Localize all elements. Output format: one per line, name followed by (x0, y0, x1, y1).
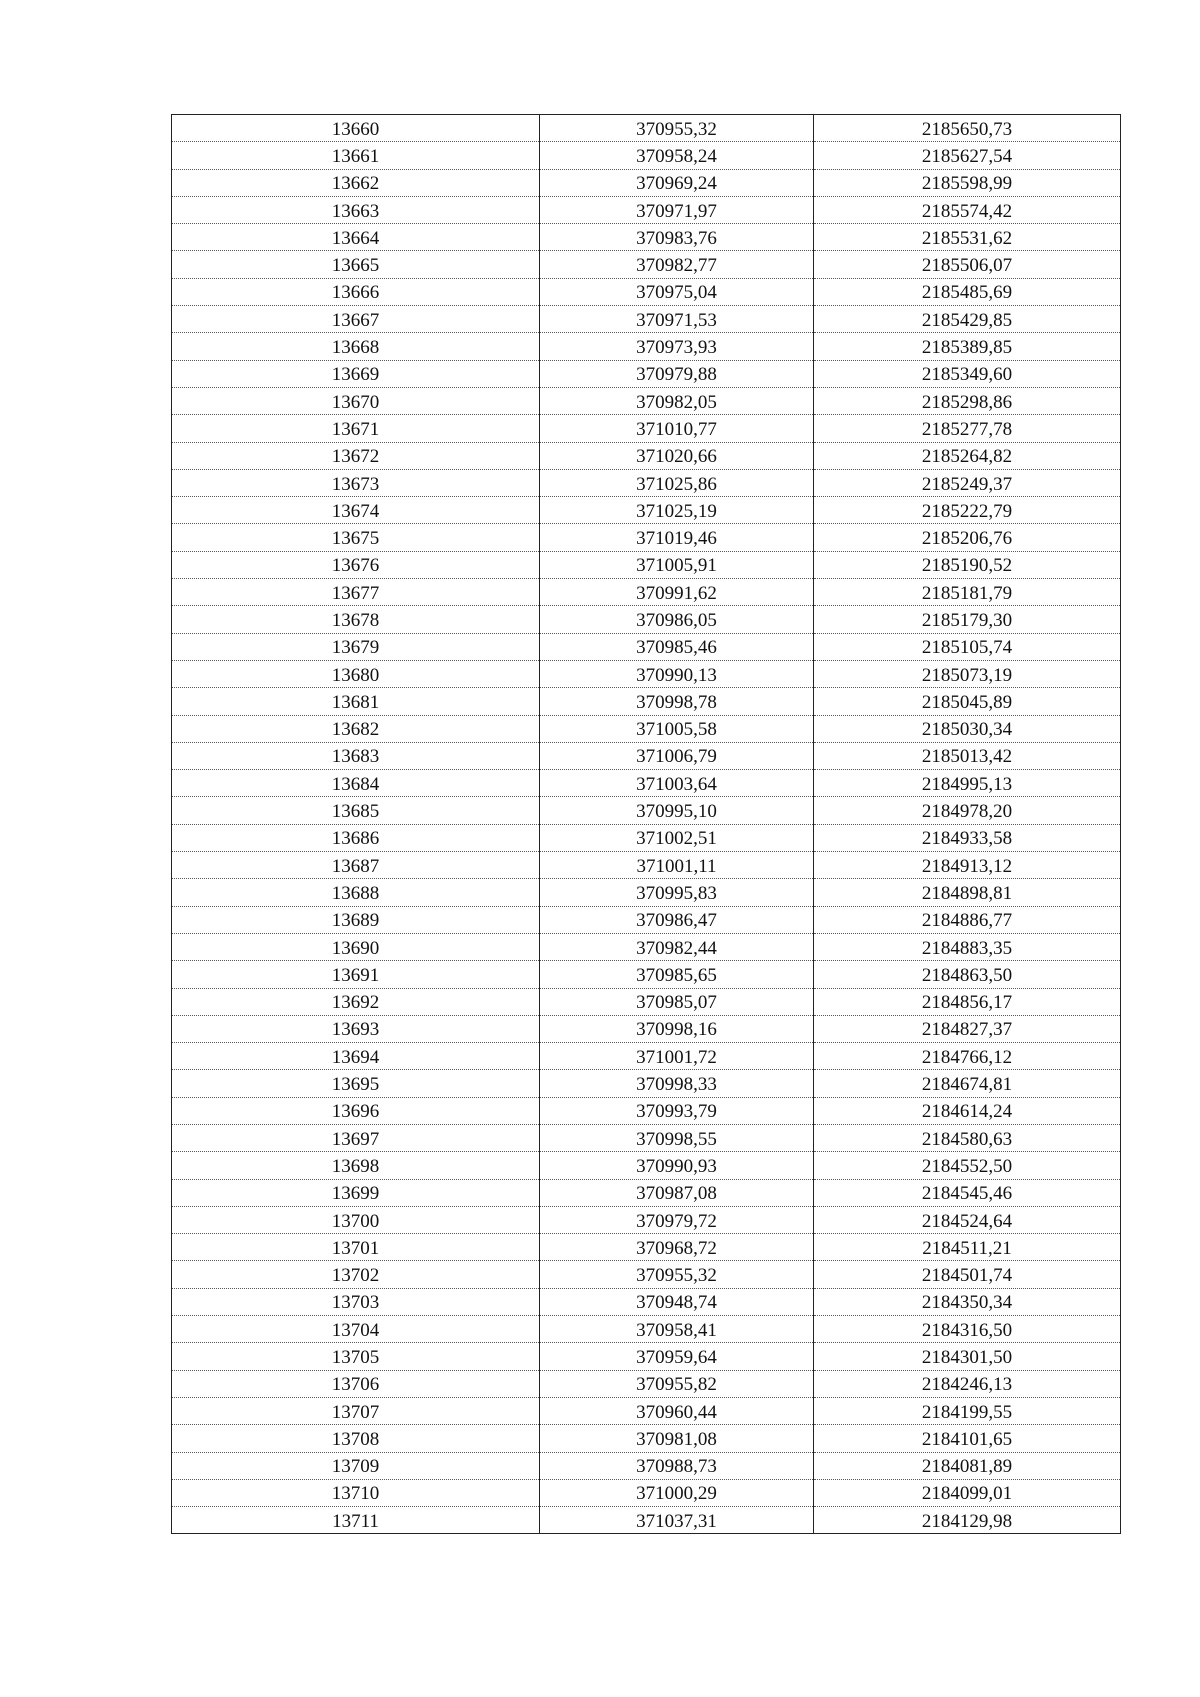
table-row (172, 360, 1121, 387)
table-row (172, 497, 1121, 524)
y-coordinate-cell: 2185045,89 (814, 688, 1121, 715)
x-coordinate-cell: 371020,66 (540, 442, 814, 469)
x-coordinate-cell: 370998,33 (540, 1070, 814, 1097)
y-coordinate-cell: 2185105,74 (814, 633, 1121, 660)
x-coordinate-cell: 370983,76 (540, 224, 814, 251)
y-coordinate-cell: 2184886,77 (814, 906, 1121, 933)
point-number-cell: 13666 (172, 278, 540, 305)
x-coordinate-cell: 370981,08 (540, 1425, 814, 1452)
point-number-cell: 13684 (172, 770, 540, 797)
x-coordinate-cell: 370979,72 (540, 1206, 814, 1233)
point-number-cell: 13701 (172, 1234, 540, 1261)
table-row (172, 1234, 1121, 1261)
point-number-cell: 13681 (172, 688, 540, 715)
x-coordinate-cell: 370987,08 (540, 1179, 814, 1206)
x-coordinate-cell: 371019,46 (540, 524, 814, 551)
table-row (172, 1316, 1121, 1343)
x-coordinate-cell: 370971,53 (540, 306, 814, 333)
y-coordinate-cell: 2184511,21 (814, 1234, 1121, 1261)
x-coordinate-cell: 370998,16 (540, 1015, 814, 1042)
y-coordinate-cell: 2184545,46 (814, 1179, 1121, 1206)
y-coordinate-cell: 2184883,35 (814, 933, 1121, 960)
x-coordinate-cell: 370985,07 (540, 988, 814, 1015)
y-coordinate-cell: 2185650,73 (814, 115, 1121, 142)
table-row (172, 1288, 1121, 1315)
table-row (172, 1261, 1121, 1288)
y-coordinate-cell: 2185206,76 (814, 524, 1121, 551)
x-coordinate-cell: 370971,97 (540, 196, 814, 223)
x-coordinate-cell: 371037,31 (540, 1507, 814, 1534)
table-row (172, 1015, 1121, 1042)
table-row (172, 306, 1121, 333)
y-coordinate-cell: 2184898,81 (814, 879, 1121, 906)
point-number-cell: 13663 (172, 196, 540, 223)
x-coordinate-cell: 370948,74 (540, 1288, 814, 1315)
x-coordinate-cell: 370973,93 (540, 333, 814, 360)
point-number-cell: 13677 (172, 579, 540, 606)
table-row (172, 196, 1121, 223)
point-number-cell: 13707 (172, 1397, 540, 1424)
y-coordinate-cell: 2185349,60 (814, 360, 1121, 387)
x-coordinate-cell: 370986,05 (540, 606, 814, 633)
x-coordinate-cell: 370968,72 (540, 1234, 814, 1261)
x-coordinate-cell: 370990,13 (540, 660, 814, 687)
point-number-cell: 13685 (172, 797, 540, 824)
table-row (172, 1370, 1121, 1397)
point-number-cell: 13662 (172, 169, 540, 196)
x-coordinate-cell: 370982,77 (540, 251, 814, 278)
table-row (172, 988, 1121, 1015)
point-number-cell: 13696 (172, 1097, 540, 1124)
y-coordinate-cell: 2184301,50 (814, 1343, 1121, 1370)
table-row (172, 251, 1121, 278)
point-number-cell: 13689 (172, 906, 540, 933)
point-number-cell: 13705 (172, 1343, 540, 1370)
y-coordinate-cell: 2185598,99 (814, 169, 1121, 196)
point-number-cell: 13660 (172, 115, 540, 142)
y-coordinate-cell: 2184674,81 (814, 1070, 1121, 1097)
x-coordinate-cell: 370955,82 (540, 1370, 814, 1397)
y-coordinate-cell: 2184995,13 (814, 770, 1121, 797)
table-row (172, 579, 1121, 606)
y-coordinate-cell: 2185073,19 (814, 660, 1121, 687)
point-number-cell: 13688 (172, 879, 540, 906)
y-coordinate-cell: 2184856,17 (814, 988, 1121, 1015)
y-coordinate-cell: 2185179,30 (814, 606, 1121, 633)
point-number-cell: 13680 (172, 660, 540, 687)
point-number-cell: 13676 (172, 551, 540, 578)
table-row (172, 469, 1121, 496)
x-coordinate-cell: 371010,77 (540, 415, 814, 442)
x-coordinate-cell: 370979,88 (540, 360, 814, 387)
y-coordinate-cell: 2184913,12 (814, 852, 1121, 879)
y-coordinate-cell: 2185013,42 (814, 742, 1121, 769)
x-coordinate-cell: 370960,44 (540, 1397, 814, 1424)
point-number-cell: 13671 (172, 415, 540, 442)
x-coordinate-cell: 370995,10 (540, 797, 814, 824)
table-row (172, 1124, 1121, 1151)
table-row (172, 906, 1121, 933)
table-row (172, 879, 1121, 906)
table-row (172, 1206, 1121, 1233)
table-row (172, 688, 1121, 715)
table-row (172, 606, 1121, 633)
point-number-cell: 13667 (172, 306, 540, 333)
y-coordinate-cell: 2185190,52 (814, 551, 1121, 578)
coordinate-table (171, 114, 1121, 1534)
x-coordinate-cell: 371025,86 (540, 469, 814, 496)
y-coordinate-cell: 2184129,98 (814, 1507, 1121, 1534)
point-number-cell: 13678 (172, 606, 540, 633)
table-row (172, 824, 1121, 851)
x-coordinate-cell: 370995,83 (540, 879, 814, 906)
y-coordinate-cell: 2184524,64 (814, 1206, 1121, 1233)
table-row (172, 387, 1121, 414)
table-row (172, 415, 1121, 442)
table-row (172, 551, 1121, 578)
x-coordinate-cell: 370985,46 (540, 633, 814, 660)
y-coordinate-cell: 2185277,78 (814, 415, 1121, 442)
point-number-cell: 13665 (172, 251, 540, 278)
y-coordinate-cell: 2184978,20 (814, 797, 1121, 824)
x-coordinate-cell: 370993,79 (540, 1097, 814, 1124)
x-coordinate-cell: 371002,51 (540, 824, 814, 851)
point-number-cell: 13699 (172, 1179, 540, 1206)
table-row (172, 1343, 1121, 1370)
x-coordinate-cell: 370985,65 (540, 961, 814, 988)
point-number-cell: 13708 (172, 1425, 540, 1452)
y-coordinate-cell: 2185485,69 (814, 278, 1121, 305)
x-coordinate-cell: 370958,24 (540, 142, 814, 169)
point-number-cell: 13679 (172, 633, 540, 660)
x-coordinate-cell: 370955,32 (540, 115, 814, 142)
x-coordinate-cell: 371005,91 (540, 551, 814, 578)
table-row (172, 142, 1121, 169)
y-coordinate-cell: 2184933,58 (814, 824, 1121, 851)
y-coordinate-cell: 2185181,79 (814, 579, 1121, 606)
point-number-cell: 13693 (172, 1015, 540, 1042)
table-row (172, 1043, 1121, 1070)
x-coordinate-cell: 370998,78 (540, 688, 814, 715)
point-number-cell: 13692 (172, 988, 540, 1015)
x-coordinate-cell: 370982,05 (540, 387, 814, 414)
y-coordinate-cell: 2184199,55 (814, 1397, 1121, 1424)
point-number-cell: 13661 (172, 142, 540, 169)
y-coordinate-cell: 2185531,62 (814, 224, 1121, 251)
y-coordinate-cell: 2184766,12 (814, 1043, 1121, 1070)
point-number-cell: 13674 (172, 497, 540, 524)
y-coordinate-cell: 2185222,79 (814, 497, 1121, 524)
y-coordinate-cell: 2184580,63 (814, 1124, 1121, 1151)
y-coordinate-cell: 2185574,42 (814, 196, 1121, 223)
x-coordinate-cell: 371001,11 (540, 852, 814, 879)
point-number-cell: 13697 (172, 1124, 540, 1151)
x-coordinate-cell: 371000,29 (540, 1479, 814, 1506)
y-coordinate-cell: 2184827,37 (814, 1015, 1121, 1042)
x-coordinate-cell: 370955,32 (540, 1261, 814, 1288)
x-coordinate-cell: 370969,24 (540, 169, 814, 196)
y-coordinate-cell: 2184316,50 (814, 1316, 1121, 1343)
y-coordinate-cell: 2185264,82 (814, 442, 1121, 469)
y-coordinate-cell: 2185429,85 (814, 306, 1121, 333)
table-row (172, 1152, 1121, 1179)
table-row (172, 1479, 1121, 1506)
point-number-cell: 13704 (172, 1316, 540, 1343)
table-row (172, 442, 1121, 469)
table-row (172, 933, 1121, 960)
y-coordinate-cell: 2184614,24 (814, 1097, 1121, 1124)
y-coordinate-cell: 2184350,34 (814, 1288, 1121, 1315)
x-coordinate-cell: 370975,04 (540, 278, 814, 305)
y-coordinate-cell: 2184246,13 (814, 1370, 1121, 1397)
point-number-cell: 13709 (172, 1452, 540, 1479)
x-coordinate-cell: 371025,19 (540, 497, 814, 524)
point-number-cell: 13703 (172, 1288, 540, 1315)
point-number-cell: 13686 (172, 824, 540, 851)
table-row (172, 1425, 1121, 1452)
table-row (172, 1070, 1121, 1097)
point-number-cell: 13668 (172, 333, 540, 360)
table-row (172, 633, 1121, 660)
point-number-cell: 13670 (172, 387, 540, 414)
y-coordinate-cell: 2184501,74 (814, 1261, 1121, 1288)
y-coordinate-cell: 2185506,07 (814, 251, 1121, 278)
point-number-cell: 13706 (172, 1370, 540, 1397)
point-number-cell: 13702 (172, 1261, 540, 1288)
point-number-cell: 13664 (172, 224, 540, 251)
y-coordinate-cell: 2185389,85 (814, 333, 1121, 360)
table-row (172, 715, 1121, 742)
table-row (172, 742, 1121, 769)
table-row (172, 1097, 1121, 1124)
point-number-cell: 13710 (172, 1479, 540, 1506)
x-coordinate-cell: 371003,64 (540, 770, 814, 797)
point-number-cell: 13687 (172, 852, 540, 879)
table-row (172, 115, 1121, 142)
point-number-cell: 13683 (172, 742, 540, 769)
table-row (172, 961, 1121, 988)
point-number-cell: 13698 (172, 1152, 540, 1179)
point-number-cell: 13669 (172, 360, 540, 387)
table-row (172, 169, 1121, 196)
x-coordinate-cell: 370982,44 (540, 933, 814, 960)
x-coordinate-cell: 371001,72 (540, 1043, 814, 1070)
table-row (172, 1179, 1121, 1206)
table-row (172, 660, 1121, 687)
x-coordinate-cell: 370988,73 (540, 1452, 814, 1479)
point-number-cell: 13673 (172, 469, 540, 496)
table-row (172, 224, 1121, 251)
table-row (172, 333, 1121, 360)
y-coordinate-cell: 2185249,37 (814, 469, 1121, 496)
point-number-cell: 13694 (172, 1043, 540, 1070)
point-number-cell: 13690 (172, 933, 540, 960)
table-row (172, 770, 1121, 797)
point-number-cell: 13682 (172, 715, 540, 742)
table-row (172, 1397, 1121, 1424)
y-coordinate-cell: 2184101,65 (814, 1425, 1121, 1452)
y-coordinate-cell: 2185030,34 (814, 715, 1121, 742)
table-row (172, 278, 1121, 305)
y-coordinate-cell: 2185627,54 (814, 142, 1121, 169)
y-coordinate-cell: 2185298,86 (814, 387, 1121, 414)
x-coordinate-cell: 370958,41 (540, 1316, 814, 1343)
y-coordinate-cell: 2184081,89 (814, 1452, 1121, 1479)
x-coordinate-cell: 371005,58 (540, 715, 814, 742)
point-number-cell: 13695 (172, 1070, 540, 1097)
y-coordinate-cell: 2184552,50 (814, 1152, 1121, 1179)
x-coordinate-cell: 370991,62 (540, 579, 814, 606)
table-row (172, 524, 1121, 551)
point-number-cell: 13672 (172, 442, 540, 469)
x-coordinate-cell: 370990,93 (540, 1152, 814, 1179)
x-coordinate-cell: 370959,64 (540, 1343, 814, 1370)
point-number-cell: 13675 (172, 524, 540, 551)
point-number-cell: 13711 (172, 1507, 540, 1534)
x-coordinate-cell: 370986,47 (540, 906, 814, 933)
x-coordinate-cell: 371006,79 (540, 742, 814, 769)
y-coordinate-cell: 2184099,01 (814, 1479, 1121, 1506)
point-number-cell: 13691 (172, 961, 540, 988)
table-row (172, 1507, 1121, 1534)
table-row (172, 797, 1121, 824)
x-coordinate-cell: 370998,55 (540, 1124, 814, 1151)
point-number-cell: 13700 (172, 1206, 540, 1233)
table-row (172, 1452, 1121, 1479)
y-coordinate-cell: 2184863,50 (814, 961, 1121, 988)
table-row (172, 852, 1121, 879)
coordinate-table-body (172, 115, 1121, 1534)
